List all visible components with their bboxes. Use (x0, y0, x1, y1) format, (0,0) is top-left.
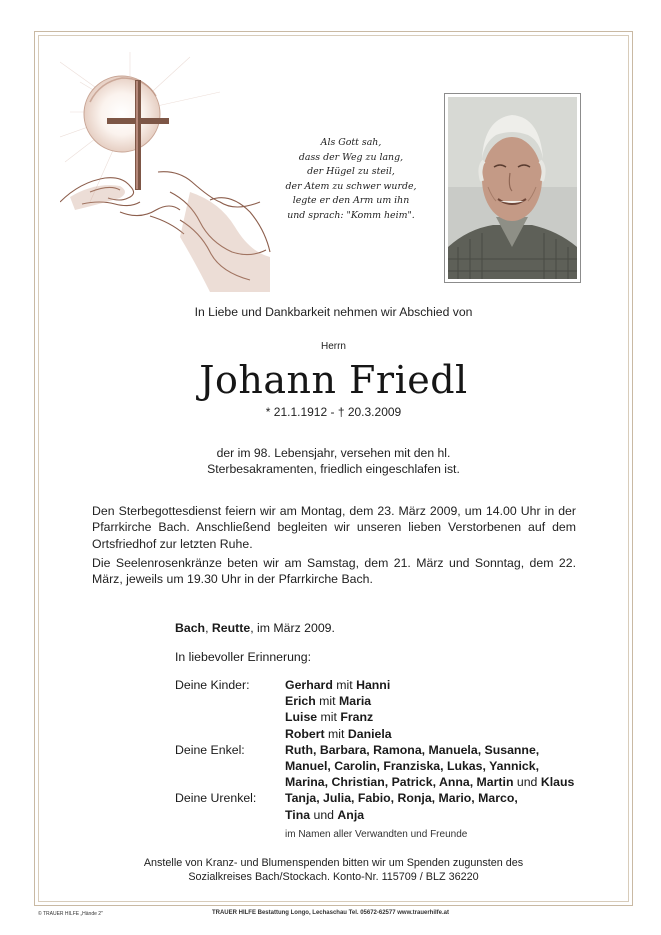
list-item (285, 758, 574, 774)
list-item (285, 709, 392, 725)
deceased-name: Johann Friedl (199, 358, 468, 402)
conj: und (513, 775, 541, 790)
great-grandchildren-line: Tanja, Julia, Fabio, Ronja, Mario, Marco, (285, 791, 518, 806)
poem-line: der Atem zu schwer wurde, (285, 180, 417, 192)
portrait-photo (448, 97, 577, 279)
partner-name: Daniela (347, 726, 392, 741)
child-name: Gerhard (285, 678, 333, 692)
poem-line: der Hügel zu steil, (307, 166, 395, 178)
list-item (285, 726, 392, 742)
conj: mit (315, 694, 339, 709)
conj: mit (332, 678, 357, 692)
poem-line: Als Gott sah, (320, 137, 382, 148)
donation-line: Sozialkreises Bach/Stockach. Konto-Nr. 115709 / BLZ 36220 (188, 871, 479, 884)
place-rest: Reutte (211, 621, 251, 635)
partner-name: Hanni (356, 678, 391, 692)
grandchildren-names (285, 742, 574, 791)
farewell-intro: In Liebe und Dankbarkeit nehmen wir Abschied von (194, 305, 473, 319)
conj: und (310, 807, 338, 822)
relatives-note: im Namen aller Verwandten und Freunde (285, 829, 468, 840)
place-city: Bach (175, 621, 206, 635)
great-grandchild-name: Anja (337, 807, 365, 822)
grandchildren-line: Ruth, Barbara, Ramona, Manuela, Susanne, (285, 742, 540, 757)
place-sep: , (205, 621, 212, 635)
great-grandchild-name: Tina (285, 807, 311, 822)
child-name: Robert (285, 726, 325, 741)
life-dates: * 21.1.1912 - † 20.3.2009 (265, 405, 402, 419)
great-grandchildren-names (285, 790, 518, 822)
list-item (285, 677, 392, 693)
poem-line: und sprach: "Komm heim". (287, 209, 415, 221)
copyright-footer: © TRAUER HILFE „Hände 2" (38, 911, 103, 917)
family-list (175, 677, 574, 823)
partner-name: Maria (339, 694, 372, 709)
poem-line: legte er den Arm um ihn (292, 195, 410, 207)
place-date-text: , im März 2009. (250, 621, 335, 635)
list-item (285, 742, 574, 758)
children-label: Deine Kinder: (175, 678, 250, 692)
list-item (285, 790, 518, 806)
children-group (175, 677, 574, 742)
death-line: Sterbesakramenten, friedlich eingeschlafen ist. (207, 461, 460, 476)
cross-hands-illustration (60, 52, 272, 292)
poem (272, 136, 430, 224)
grandchildren-group (175, 742, 574, 791)
place-date (175, 621, 335, 635)
grandchild-name: Klaus (540, 775, 575, 790)
grandchildren-line: Marina, Christian, Patrick, Anna, Martin (285, 775, 514, 790)
hand-shading (70, 185, 270, 292)
poem-line: dass der Weg zu lang, (298, 151, 404, 163)
donation-note (34, 856, 633, 885)
salutation: Herrn (320, 341, 346, 352)
great-grandchildren-group (175, 790, 574, 822)
grandchildren-line: Manuel, Carolin, Franziska, Lukas, Yannick, (285, 759, 539, 774)
portrait-frame (444, 93, 581, 283)
list-item (285, 774, 574, 790)
list-item (285, 807, 518, 823)
donation-line: Anstelle von Kranz- und Blumenspenden bitten wir um Spenden zugunsten des (143, 857, 524, 869)
conj: mit (317, 710, 341, 725)
death-line: der im 98. Lebensjahr, versehen mit den hl. (216, 446, 451, 460)
partner-name: Franz (340, 710, 374, 725)
memory-heading: In liebevoller Erinnerung: (175, 650, 312, 664)
great-grandchildren-label: Deine Urenkel: (175, 791, 257, 806)
undertaker-footer: TRAUER HILFE Bestattung Longo, Lechaschau Tel. 05672-62577 www.trauerhilfe.at (211, 910, 450, 916)
child-name: Luise (285, 710, 318, 725)
rosary-text: Die Seelenrosenkränze beten wir am Samstag, dem 21. März und Sonntag, dem 22. März, jeweils um 19.30 Uhr in der Pfarrkirche Bach. (92, 556, 576, 587)
conj: mit (324, 726, 348, 741)
child-name: Erich (285, 694, 316, 709)
grandchildren-label: Deine Enkel: (175, 742, 245, 757)
funeral-service-text: Den Sterbegottesdienst feiern wir am Montag, dem 23. März 2009, um 14.00 Uhr in der Pfarrkirche Bach. Anschließend begleiten wir unseren lieben Verstorbenen auf dem Ortsfriedhof zur letzten Ruhe. (92, 504, 576, 551)
list-item (285, 693, 392, 709)
death-statement (34, 446, 633, 477)
children-names (285, 677, 392, 742)
